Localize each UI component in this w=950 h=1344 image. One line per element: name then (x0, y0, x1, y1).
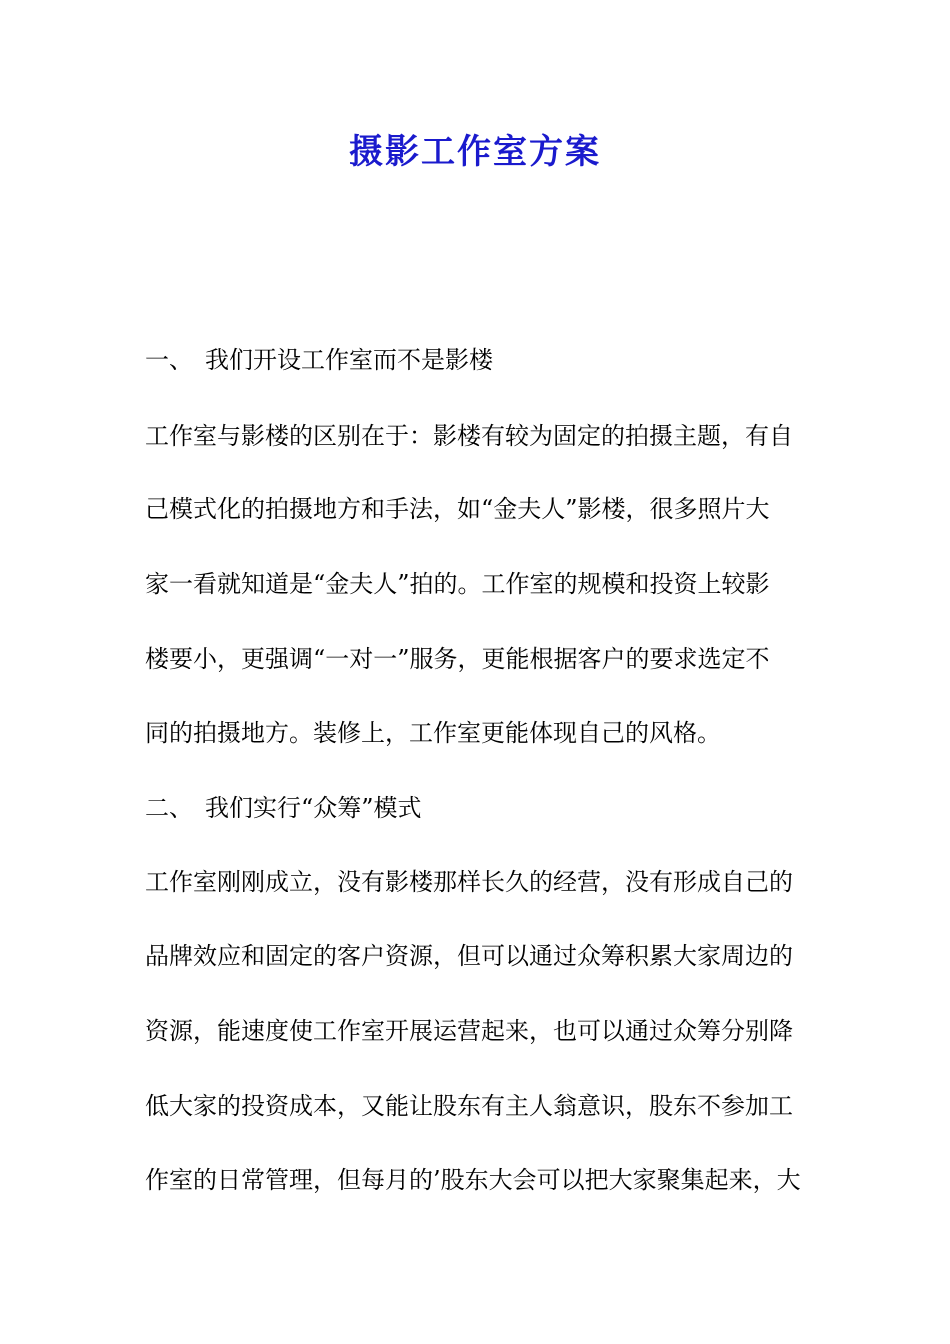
section-2-line: 低大家的投资成本，又能让股东有主人翁意识，股东不参加工 (145, 1092, 793, 1120)
section-2-heading (145, 790, 805, 826)
section-2-line: 工作室刚刚成立，没有影楼那样长久的经营，没有形成自己的 (145, 868, 793, 896)
section-2-number: 二、 (145, 794, 193, 822)
section-1-line: 同的拍摄地方。装修上，工作室更能体现自己的风格。 (145, 719, 721, 747)
section-2-line: 资源，能速度使工作室开展运营起来，也可以通过众筹分别降 (145, 1017, 793, 1045)
section-1-heading-text: 我们开设工作室而不是影楼 (205, 346, 493, 374)
section-1-heading (145, 342, 805, 378)
section-2-heading-text: 我们实行“众筹”模式 (205, 794, 422, 822)
section-1-number: 一、 (145, 346, 193, 374)
section-1-line: 家一看就知道是“金夫人”拍的。工作室的规模和投资上较影 (145, 570, 770, 598)
section-2-line: 品牌效应和固定的客户资源，但可以通过众筹积累大家周边的 (145, 942, 793, 970)
section-1-line: 己模式化的拍摄地方和手法，如“金夫人”影楼，很多照片大 (145, 495, 770, 523)
document-title: 摄影工作室方案 (349, 132, 601, 172)
section-1-line: 工作室与影楼的区别在于：影楼有较为固定的拍摄主题，有自 (145, 422, 793, 450)
section-2-line: 作室的日常管理，但每月的’股东大会可以把大家聚集起来，大 (145, 1166, 801, 1194)
section-1-line: 楼要小，更强调“一对一”服务，更能根据客户的要求选定不 (145, 645, 770, 673)
